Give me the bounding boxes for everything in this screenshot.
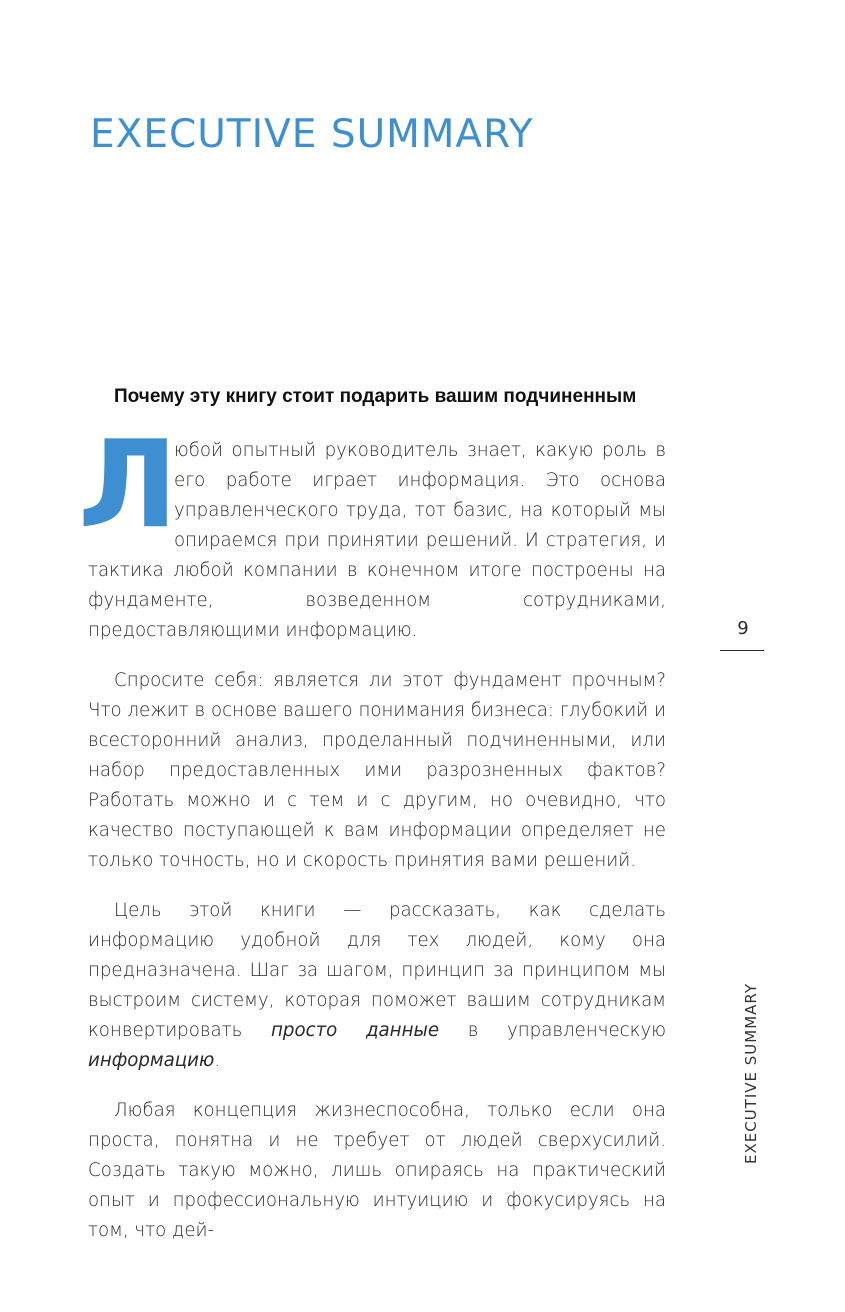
drop-cap — [78, 416, 178, 555]
paragraph-1 — [78, 416, 666, 646]
paragraph-3-italic-b: информацию — [88, 1050, 215, 1071]
page-number: 9 — [737, 618, 749, 639]
paragraph-1-text: юбой опытный руководитель знает, какую роль в его работе играет информация. Это основа управленческого труда, тот базис, на который мы опираемся при принятии решений. И стратегия, и тактика любой компании в конечном итоге построены на фундаменте, возведенном сотрудниками, предоставляющими информацию. — [88, 440, 666, 641]
paragraph-4: Любая концепция жизнеспособна, только если она проста, понятна и не требует от людей сверхусилий. Создать такую можно, лишь опираясь на практический опыт и профессиональную интуицию и фокусируясь на том, что дей- — [88, 1100, 666, 1241]
page-number-rule — [720, 650, 764, 651]
paragraph-3 — [88, 896, 666, 1076]
paragraph-3-text-c: . — [214, 1050, 221, 1071]
paragraph-2: Спросите себя: является ли этот фундамент прочным? Что лежит в основе вашего понимания бизнеса: глубокий и всесторонний анализ, проделанный подчиненными, или набор предоставленных ими разрозненных фактов? Работать можно и с тем и с другим, но очевидно, что качество поступающей к вам информации определяет не только точность, но и скорость принятия вами решений. — [88, 670, 666, 871]
page-content — [78, 382, 666, 1266]
paragraph-3-italic-a: просто данные — [271, 1020, 440, 1041]
drop-cap-letter — [78, 416, 178, 555]
svg-text:Л: Л — [78, 416, 178, 555]
running-header: EXECUTIVE SUMMARY — [742, 982, 760, 1164]
paragraph-3-text-b: в управленческую — [439, 1020, 666, 1041]
section-heading: Почему эту книгу стоит подарить вашим подчиненным — [114, 386, 637, 407]
chapter-title: EXECUTIVE SUMMARY — [90, 112, 534, 157]
paragraph-3-text-a: Цель этой книги — рассказать, как сделать информацию удобной для тех людей, кому она предназначена. Шаг за шагом, принцип за принципом мы выстроим систему, которая поможет вашим сотрудникам конвертировать — [88, 900, 666, 1041]
